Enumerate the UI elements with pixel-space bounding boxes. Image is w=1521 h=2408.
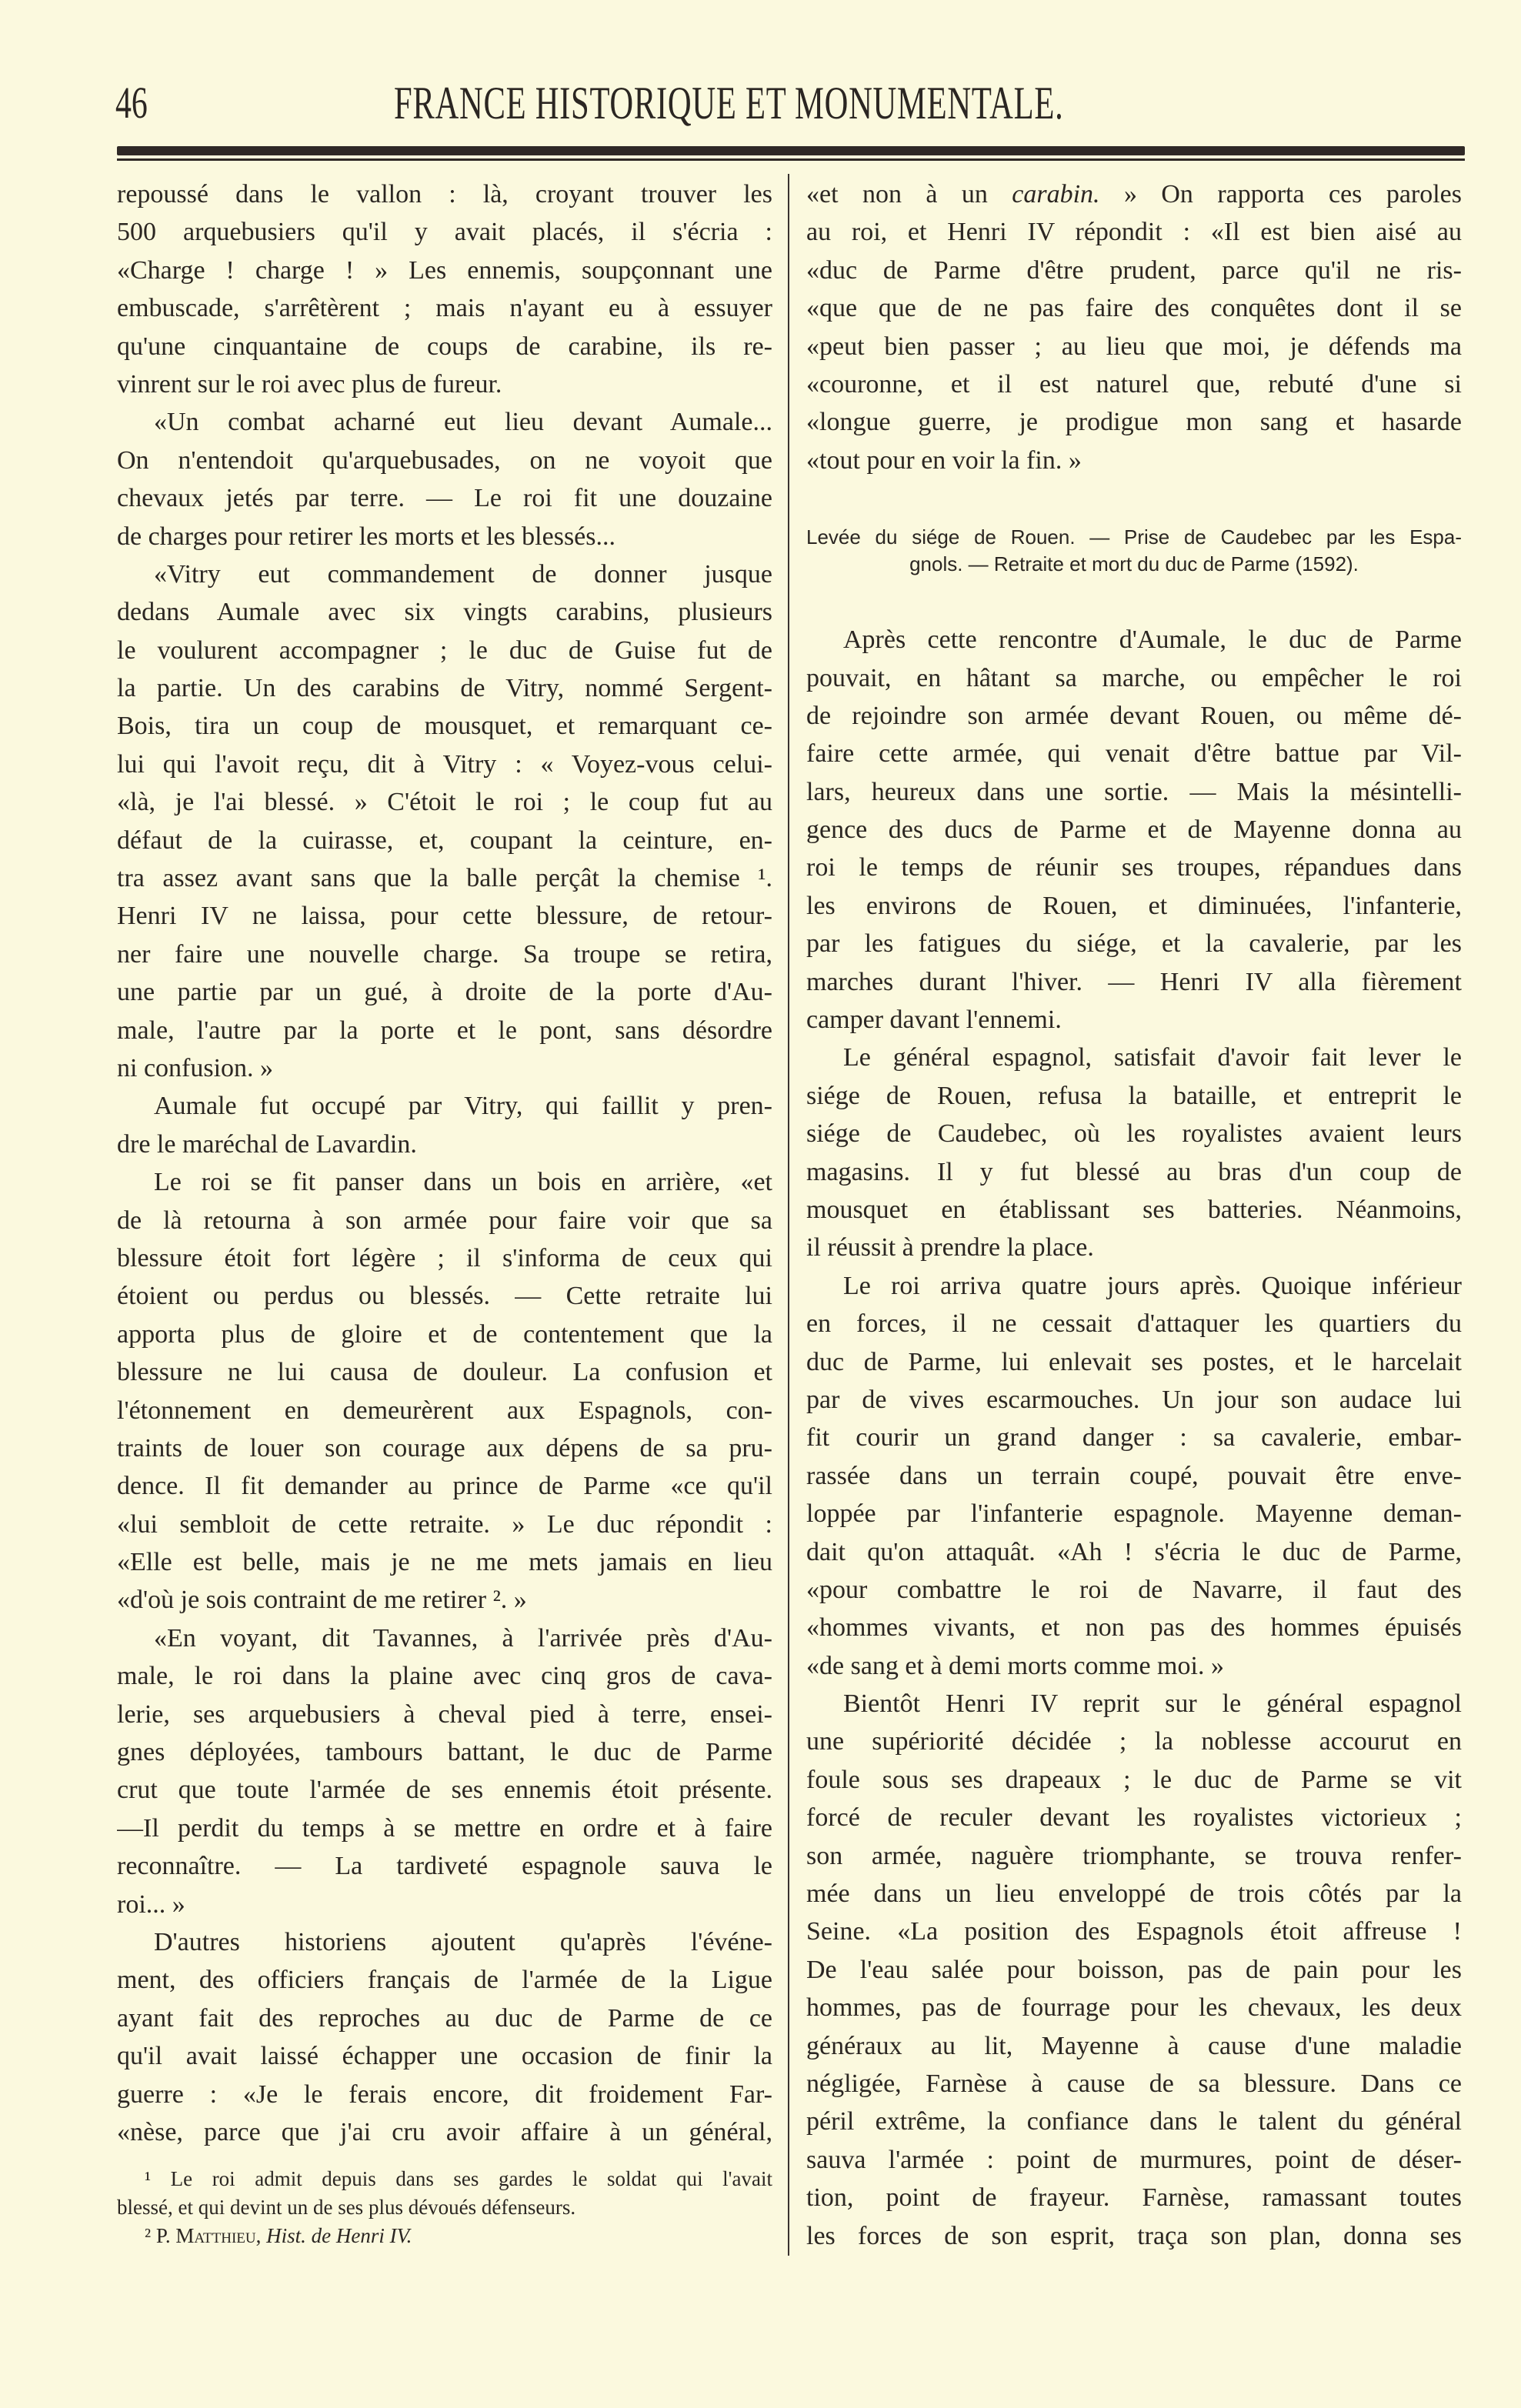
header-rule-thin <box>117 158 1465 161</box>
footnote-author: P. Matthieu <box>155 2224 256 2247</box>
text-line: Le roi se fit panser dans un bois en arrière, «et <box>154 1168 772 1197</box>
text-line: «duc de Parme d'être prudent, parce qu'il ne ris- <box>806 255 1462 285</box>
footnote-title: Hist. de Henri IV. <box>266 2224 412 2247</box>
text-line: Le roi arriva quatre jours après. Quoique inférieur <box>843 1271 1462 1300</box>
text-line: une supériorité décidée ; la noblesse accourut en <box>806 1727 1462 1756</box>
text-line: «de sang et à demi morts comme moi. » <box>806 1651 1224 1680</box>
text-line: son armée, naguère triomphante, se trouva renfer- <box>806 1841 1462 1870</box>
text-line: gence des ducs de Parme et de Mayenne donna au <box>806 815 1462 845</box>
text-span: » On rapporta ces paroles <box>1123 180 1462 208</box>
column-divider <box>788 174 789 2256</box>
text-line: il réussit à prendre la place. <box>806 1233 1094 1262</box>
footnote-mark: ² <box>145 2224 156 2247</box>
text-line: de charges pour retirer les morts et les blessés... <box>117 522 616 551</box>
footnote-1: ¹ Le roi admit depuis dans ses gardes le soldat qui l'avait <box>145 2167 772 2190</box>
text-line: au roi, et Henri IV répondit : «Il est bien aisé au <box>806 218 1462 247</box>
text-line: Le général espagnol, satisfait d'avoir fait lever le <box>843 1043 1462 1072</box>
text-line: de là retourna à son armée pour faire voir que sa <box>117 1206 772 1235</box>
text-span: , <box>255 2224 267 2247</box>
text-line: camper davant l'ennemi. <box>806 1006 1062 1035</box>
text-line: roi le temps de réunir ses troupes, répandues dans <box>806 853 1462 882</box>
section-heading-line: Levée du siége de Rouen. — Prise de Caudebec par les Espa- <box>806 525 1462 549</box>
text-line: foule sous ses drapeaux ; le duc de Parme se vit <box>806 1765 1462 1794</box>
paragraph <box>806 1685 1462 2255</box>
text-line: les forces de son esprit, traça son plan, donna ses <box>806 2221 1462 2250</box>
section-heading-line: gnols. — Retraite et mort du duc de Parme (1592). <box>909 552 1359 576</box>
text-line: siége de Caudebec, où les royalistes avaient leurs <box>806 1119 1462 1149</box>
left-column <box>117 175 772 2151</box>
paragraph <box>117 403 772 555</box>
text-line: On n'entendoit qu'arquebusades, on ne voyoit que <box>117 445 772 475</box>
running-title: FRANCE HISTORIQUE ET MONUMENTALE. <box>394 78 1064 128</box>
text-line: «En voyant, dit Tavannes, à l'arrivée près d'Au- <box>154 1623 772 1653</box>
text-line: «nèse, parce que j'ai cru avoir affaire à un général, <box>117 2117 772 2146</box>
text-line: les environs de Rouen, et diminuées, l'infanterie, <box>806 891 1462 920</box>
text-line: généraux au lit, Mayenne à cause d'une maladie <box>806 2031 1462 2060</box>
text-line: marches durant l'hiver. — Henri IV alla fièrement <box>806 967 1462 996</box>
text-line: hommes, pas de fourrage pour les chevaux, les deux <box>806 1993 1462 2023</box>
text-line: en forces, il ne cessait d'attaquer les quartiers du <box>806 1309 1462 1339</box>
paragraph <box>806 1039 1462 1266</box>
text-line: qu'il avait laissé échapper une occasion de finir la <box>117 2042 772 2071</box>
paragraph <box>117 1619 772 1923</box>
right-column <box>806 175 1462 2255</box>
text-line: la partie. Un des carabins de Vitry, nommé Sergent- <box>117 674 772 703</box>
text-line: par de vives escarmouches. Un jour son audace lui <box>806 1385 1462 1414</box>
text-line: Aumale fut occupé par Vitry, qui faillit y pren- <box>154 1092 772 1121</box>
text-line: mousquet en établissant ses batteries. Néanmoins, <box>806 1195 1462 1224</box>
text-line: l'étonnement en demeurèrent aux Espagnols, con- <box>117 1396 772 1425</box>
text-line: ment, des officiers français de l'armée de la Ligue <box>117 1966 772 1995</box>
text-line: sauva l'armée : point de murmures, point de déser- <box>806 2145 1462 2174</box>
text-line: «là, je l'ai blessé. » C'étoit le roi ; le coup fut au <box>117 788 772 817</box>
text-line: «tout pour en voir la fin. » <box>806 445 1082 475</box>
text-line: —Il perdit du temps à se mettre en ordre et à faire <box>117 1813 772 1843</box>
text-line: ayant fait des reproches au duc de Parme de ce <box>117 2003 772 2033</box>
text-line: de rejoindre son armée devant Rouen, ou même dé- <box>806 701 1462 730</box>
text-line: «que que de ne pas faire des conquêtes dont il se <box>806 294 1462 323</box>
paragraph <box>117 1087 772 1163</box>
text-line: guerre : «Je le ferais encore, dit froidement Far- <box>117 2079 772 2109</box>
text-line: embuscade, s'arrêtèrent ; mais n'ayant eu à essuyer <box>117 294 772 323</box>
text-line: repoussé dans le vallon : là, croyant trouver les <box>117 180 772 208</box>
text-line: «longue guerre, je prodigue mon sang et hasarde <box>806 408 1462 437</box>
text-line: duc de Parme, lui enlevait ses postes, et le harcelait <box>806 1347 1462 1376</box>
text-line: 500 arquebusiers qu'il y avait placés, il s'écria : <box>117 218 772 247</box>
paragraph <box>806 621 1462 1039</box>
text-line: dedans Aumale avec six vingts carabins, plusieurs <box>117 598 772 627</box>
section-heading <box>806 524 1462 578</box>
page-number: 46 <box>115 78 148 128</box>
text-line: «Vitry eut commandement de donner jusque <box>154 559 772 589</box>
text-line: Après cette rencontre d'Aumale, le duc de Parme <box>843 625 1462 655</box>
text-line: ner faire une nouvelle charge. Sa troupe se retira, <box>117 939 772 969</box>
text-line: magasins. Il y fut blessé au bras d'un coup de <box>806 1157 1462 1186</box>
text-line: traints de louer son courage aux dépens de sa pru- <box>117 1433 772 1462</box>
text-line: «Un combat acharné eut lieu devant Aumale... <box>154 408 772 437</box>
text-line <box>806 175 1462 213</box>
text-line: De l'eau salée pour boisson, pas de pain pour les <box>806 1955 1462 1984</box>
paragraph <box>117 555 772 1087</box>
text-line: fit courir un grand danger : sa cavalerie, embar- <box>806 1423 1462 1452</box>
text-line: par les fatigues du siége, et la cavalerie, par les <box>806 929 1462 959</box>
text-line: Henri IV ne laissa, pour cette blessure, de retour- <box>117 902 772 931</box>
text-line: forcé de reculer devant les royalistes victorieux ; <box>806 1803 1462 1833</box>
footnote-2 <box>117 2222 772 2250</box>
text-line: apporta plus de gloire et de contentement que la <box>117 1319 772 1349</box>
header-rule-thick <box>117 146 1465 155</box>
text-line: tion, point de frayeur. Farnèse, ramassant toutes <box>806 2183 1462 2213</box>
paragraph <box>117 1163 772 1619</box>
text-line: vinrent sur le roi avec plus de fureur. <box>117 369 502 399</box>
text-line: tra assez avant sans que la balle perçât la chemise ¹. <box>117 864 772 893</box>
text-line: une partie par un gué, à droite de la porte d'Au- <box>117 978 772 1007</box>
text-line: «couronne, et il est naturel que, rebuté d'une si <box>806 369 1462 399</box>
text-line: le voulurent accompagner ; le duc de Guise fut de <box>117 635 772 665</box>
text-span: «et non à un <box>806 180 1012 208</box>
text-line: male, le roi dans la plaine avec cinq gros de cava- <box>117 1662 772 1691</box>
text-line: mée dans un lieu enveloppé de trois côtés par la <box>806 1879 1462 1909</box>
text-line: «d'où je sois contraint de me retirer ². » <box>117 1586 527 1615</box>
text-line: male, l'autre par la porte et le pont, sans désordre <box>117 1016 772 1045</box>
text-line: blessure ne lui causa de douleur. La confusion et <box>117 1358 772 1387</box>
text-line: loppée par l'infanterie espagnole. Mayenne deman- <box>806 1499 1462 1529</box>
italic-word: carabin. <box>1012 180 1100 208</box>
paragraph <box>117 175 772 403</box>
text-line: dence. Il fit demander au prince de Parme «ce qu'il <box>117 1472 772 1501</box>
paragraph <box>806 1267 1462 1685</box>
text-line: étoient ou perdus ou blessés. — Cette retraite lui <box>117 1282 772 1311</box>
text-line: défaut de la cuirasse, et, coupant la ceinture, en- <box>117 825 772 855</box>
text-line: crut que toute l'armée de ses ennemis étoit présente. <box>117 1776 772 1805</box>
text-line: chevaux jetés par terre. — Le roi fit une douzaine <box>117 484 772 513</box>
text-line: Seine. «La position des Espagnols étoit affreuse ! <box>806 1917 1462 1946</box>
text-line: reconnaître. — La tardiveté espagnole sauva le <box>117 1852 772 1881</box>
text-line: péril extrême, la confiance dans le talent du général <box>806 2107 1462 2136</box>
text-line: «lui sembloit de cette retraite. » Le duc répondit : <box>117 1509 772 1539</box>
text-line: «hommes vivants, et non pas des hommes épuisés <box>806 1613 1462 1643</box>
text-line: ni confusion. » <box>117 1053 274 1082</box>
text-line: Bois, tira un coup de mousquet, et remarquant ce- <box>117 712 772 741</box>
text-line: Bientôt Henri IV reprit sur le général espagnol <box>843 1689 1462 1719</box>
text-line: lui qui l'avoit reçu, dit à Vitry : « Voyez-vous celui- <box>117 749 772 779</box>
text-line: «Elle est belle, mais je ne me mets jamais en lieu <box>117 1548 772 1577</box>
text-line: pouvait, en hâtant sa marche, ou empêcher le roi <box>806 663 1462 692</box>
text-line: dre le maréchal de Lavardin. <box>117 1129 417 1159</box>
footnote-1-cont: blessé, et qui devint un de ses plus dévoués défenseurs. <box>117 2196 576 2219</box>
text-line: blessure étoit fort légère ; il s'informa de ceux qui <box>117 1243 772 1272</box>
text-line: rassée dans un terrain coupé, pouvait être enve- <box>806 1461 1462 1490</box>
text-line: «Charge ! charge ! » Les ennemis, soupçonnant une <box>117 255 772 285</box>
text-line: siége de Rouen, refusa la bataille, et entreprit le <box>806 1081 1462 1110</box>
footnotes <box>117 2165 772 2250</box>
paragraph <box>117 1923 772 2151</box>
text-line: négligée, Farnèse à cause de sa blessure. Dans ce <box>806 2069 1462 2098</box>
text-line: qu'une cinquantaine de coups de carabine, ils re- <box>117 332 772 361</box>
text-line: «peut bien passer ; au lieu que moi, je défends ma <box>806 332 1462 361</box>
text-line: roi... » <box>117 1889 185 1919</box>
text-line: dait qu'on attaquât. «Ah ! s'écria le duc de Parme, <box>806 1537 1462 1566</box>
text-line: D'autres historiens ajoutent qu'après l'événe- <box>154 1927 772 1956</box>
text-line: «pour combattre le roi de Navarre, il faut des <box>806 1575 1462 1604</box>
text-line: gnes déployées, tambours battant, le duc de Parme <box>117 1738 772 1767</box>
text-line: lerie, ses arquebusiers à cheval pied à terre, ensei- <box>117 1699 772 1729</box>
text-line: faire cette armée, qui venait d'être battue par Vil- <box>806 739 1462 769</box>
text-line: lars, heureux dans une sortie. — Mais la mésintelli- <box>806 777 1462 806</box>
